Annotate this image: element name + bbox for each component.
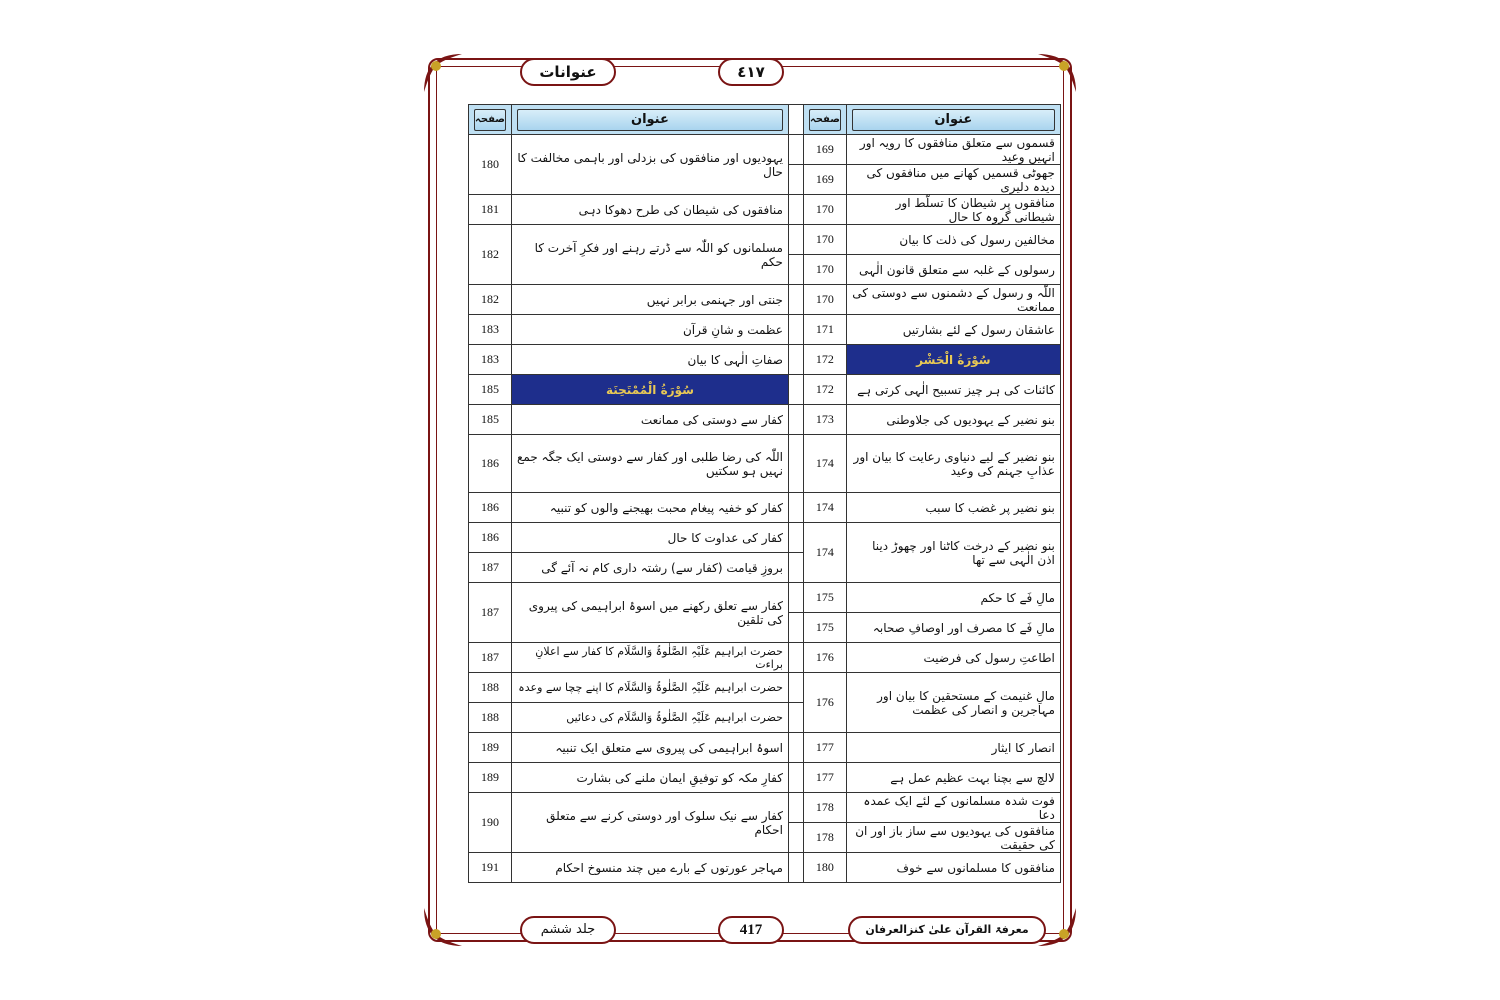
table-row (469, 135, 1061, 165)
entry-title: منافقوں کی یہودیوں سے ساز باز اور ان کی حقیقت (846, 823, 1060, 853)
entry-page: 176 (803, 673, 846, 733)
entry-page: 182 (469, 225, 512, 285)
entry-title: فوت شدہ مسلمانوں کے لئے ایک عمدہ دعا (846, 793, 1060, 823)
entry-page: 176 (803, 643, 846, 673)
entry-page: 177 (803, 763, 846, 793)
entry-page: 172 (803, 375, 846, 405)
entry-page: 178 (803, 823, 846, 853)
footer-volume: جلد ششم (520, 916, 616, 944)
book-page (420, 50, 1080, 950)
entry-page: 189 (469, 733, 512, 763)
entry-page: 172 (803, 345, 846, 375)
contents-table (468, 104, 1061, 883)
entry-title: بنو نضیر کے درخت کاٹنا اور چھوڑ دینا اذن الٰہی سے تھا (846, 523, 1060, 583)
entry-title: منافقوں کی شیطان کی طرح دھوکا دہی (511, 195, 788, 225)
entry-page: 171 (803, 315, 846, 345)
entry-page: 174 (803, 523, 846, 583)
entry-title: اللّٰہ کی رضا طلبی اور کفار سے دوستی ایک جگہ جمع نہیں ہو سکتیں (511, 435, 788, 493)
footer-page-number: 417 (718, 916, 784, 944)
entry-page: 187 (469, 553, 512, 583)
entry-page: 181 (469, 195, 512, 225)
entry-title: مالِ غنیمت کے مستحقین کا بیان اور مہاجرین و انصار کی عظمت (846, 673, 1060, 733)
entry-title: اللّٰہ و رسول کے دشمنوں سے دوستی کی ممانعت (846, 285, 1060, 315)
table-row (469, 225, 1061, 255)
entry-title: مہاجر عورتوں کے بارے میں چند منسوخ احکام (511, 853, 788, 883)
table-row (469, 763, 1061, 793)
entry-title: بنو نضیر کے لیے دنیاوی رعایت کا بیان اور عذابِ جہنم کی وعید (846, 435, 1060, 493)
table-row (469, 405, 1061, 435)
entry-page: 187 (469, 583, 512, 643)
entry-title: جھوٹی قسمیں کھانے میں منافقوں کی دیدہ دلیری (846, 165, 1060, 195)
entry-page: 169 (803, 135, 846, 165)
entry-title: رسولوں کے غلبہ سے متعلق قانون الٰہی (846, 255, 1060, 285)
table-row (469, 853, 1061, 883)
table-row (469, 195, 1061, 225)
entry-title: کفار سے دوستی کی ممانعت (511, 405, 788, 435)
entry-page: 175 (803, 613, 846, 643)
entry-page: 178 (803, 793, 846, 823)
column-header-title: عنوان (846, 105, 1060, 135)
surah-heading: سُوْرَةُ الْحَشْر (846, 345, 1060, 375)
entry-title: کفار سے نیک سلوک اور دوستی کرنے سے متعلق احکام (511, 793, 788, 853)
entry-page: 183 (469, 315, 512, 345)
entry-page: 170 (803, 285, 846, 315)
table-row (469, 345, 1061, 375)
entry-page: 170 (803, 195, 846, 225)
column-header-page: صفحہ (803, 105, 846, 135)
entry-title: لالچ سے بچنا بہت عظیم عمل ہے (846, 763, 1060, 793)
entry-title: کائنات کی ہر چیز تسبیح الٰہی کرتی ہے (846, 375, 1060, 405)
table-row (469, 733, 1061, 763)
entry-page: 188 (469, 673, 512, 703)
entry-page: 183 (469, 345, 512, 375)
table-row (469, 435, 1061, 493)
entry-page: 187 (469, 643, 512, 673)
entry-page: 169 (803, 165, 846, 195)
entry-page: 191 (469, 853, 512, 883)
entry-page: 170 (803, 225, 846, 255)
entry-title: منافقوں کا مسلمانوں سے خوف (846, 853, 1060, 883)
entry-page: 180 (469, 135, 512, 195)
entry-title: اطاعتِ رسول کی فرضیت (846, 643, 1060, 673)
table-row (469, 375, 1061, 405)
table-row (469, 793, 1061, 823)
corner-ornament-icon (422, 52, 464, 94)
entry-page: 186 (469, 523, 512, 553)
entry-title: انصار کا ایثار (846, 733, 1060, 763)
entry-page: 190 (469, 793, 512, 853)
entry-page: 177 (803, 733, 846, 763)
entry-page: 174 (803, 435, 846, 493)
header-page-number: ٤١٧ (718, 58, 784, 86)
entry-page: 185 (469, 405, 512, 435)
entry-page: 182 (469, 285, 512, 315)
entry-page: 180 (803, 853, 846, 883)
entry-page: 175 (803, 583, 846, 613)
entry-title: مالِ فَے کا حکم (846, 583, 1060, 613)
entry-page: 186 (469, 493, 512, 523)
entry-page: 186 (469, 435, 512, 493)
entry-title: بروزِ قیامت (کفار سے) رشتہ داری کام نہ آئے گی (511, 553, 788, 583)
entry-title: بنو نضیر پر غضب کا سبب (846, 493, 1060, 523)
table-row (469, 643, 1061, 673)
table-row (469, 493, 1061, 523)
entry-title: مالِ فَے کا مصرف اور اوصافِ صحابہ (846, 613, 1060, 643)
entry-title: مسلمانوں کو اللّٰہ سے ڈرتے رہنے اور فکرِ آخرت کا حکم (511, 225, 788, 285)
entry-title: اسوۂ ابراہیمی کی پیروی سے متعلق ایک تنبیہ (511, 733, 788, 763)
entry-title: حضرت ابراہیم عَلَیْہِ الصَّلٰوۃُ وَالسَّلَام کی دعائیں (511, 703, 788, 733)
column-header-page: صفحہ (469, 105, 512, 135)
column-header-title: عنوان (511, 105, 788, 135)
table-row (469, 673, 1061, 703)
entry-title: عظمت و شانِ قرآن (511, 315, 788, 345)
table-header-row (469, 105, 1061, 135)
corner-ornament-icon (422, 906, 464, 948)
surah-heading: سُوْرَةُ الْمُمْتَحِنَة (511, 375, 788, 405)
entry-title: جنتی اور جہنمی برابر نہیں (511, 285, 788, 315)
entry-title: کفار کو خفیہ پیغام محبت بھیجنے والوں کو تنبیہ (511, 493, 788, 523)
footer-book-title: معرفۃ القرآن علیٰ کنزالعرفان (848, 916, 1046, 944)
entry-title: کفار کی عداوت کا حال (511, 523, 788, 553)
entry-title: کفارِ مکہ کو توفیقِ ایمان ملنے کی بشارت (511, 763, 788, 793)
header-title: عنوانات (520, 58, 616, 86)
entry-title: مخالفین رسول کی ذلت کا بیان (846, 225, 1060, 255)
entry-title: منافقوں پر شیطان کا تسلّط اور شیطانی گروہ کا حال (846, 195, 1060, 225)
entry-page: 170 (803, 255, 846, 285)
entry-title: عاشقان رسول کے لئے بشارتیں (846, 315, 1060, 345)
entry-page: 189 (469, 763, 512, 793)
entry-title: یہودیوں اور منافقوں کی بزدلی اور باہمی مخالفت کا حال (511, 135, 788, 195)
entry-title: بنو نضیر کے یہودیوں کی جلاوطنی (846, 405, 1060, 435)
entry-title: حضرت ابراہیم عَلَیْہِ الصَّلٰوۃُ وَالسَّلَام کا کفار سے اعلانِ براءت (511, 643, 788, 673)
entry-title: قسموں سے متعلق منافقوں کا رویہ اور انہیں وعید (846, 135, 1060, 165)
table-row (469, 315, 1061, 345)
entry-page: 174 (803, 493, 846, 523)
entry-title: کفار سے تعلق رکھنے میں اسوۂ ابراہیمی کی پیروی کی تلقین (511, 583, 788, 643)
entry-page: 185 (469, 375, 512, 405)
entry-title: صفاتِ الٰہی کا بیان (511, 345, 788, 375)
table-row (469, 285, 1061, 315)
table-row (469, 583, 1061, 613)
entry-page: 173 (803, 405, 846, 435)
table-row (469, 523, 1061, 553)
entry-title: حضرت ابراہیم عَلَیْہِ الصَّلٰوۃُ وَالسَّلَام کا اپنے چچا سے وعدہ (511, 673, 788, 703)
corner-ornament-icon (1036, 52, 1078, 94)
entry-page: 188 (469, 703, 512, 733)
